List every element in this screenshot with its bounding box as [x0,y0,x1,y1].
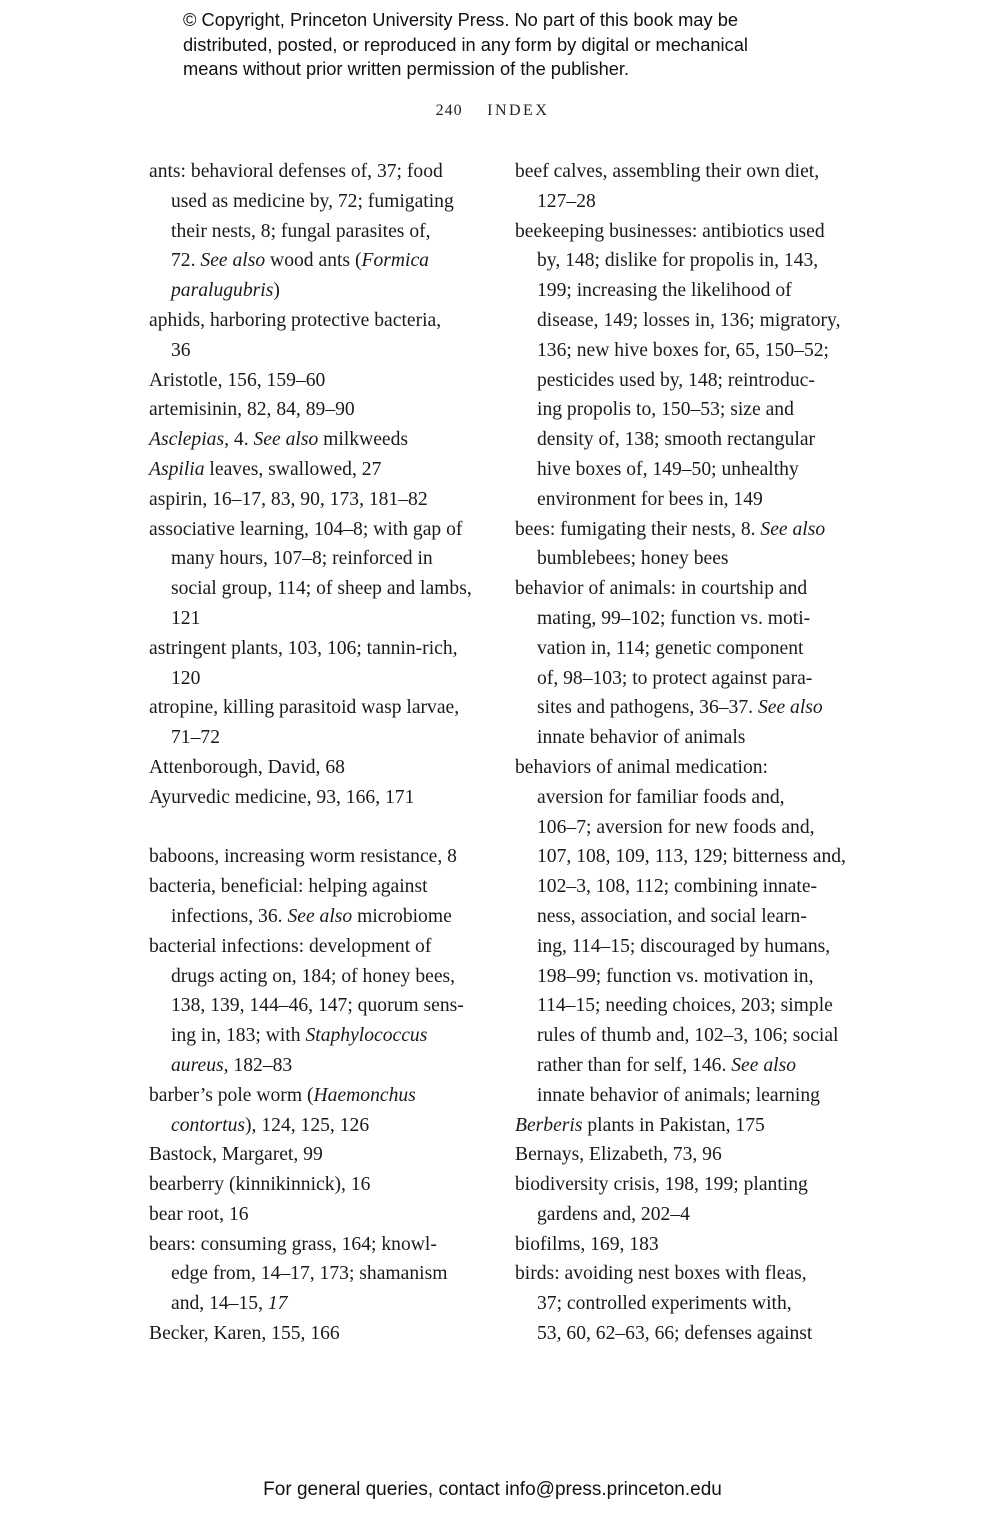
entry-continuation-line [515,664,860,694]
entry-continuation-line [149,544,494,574]
entry-text: Becker, Karen, 155, 166 [149,1323,340,1345]
entry-text: edge from, 14–17, 173; shamanism [171,1263,448,1285]
entry-text: 37; controlled experiments with, [537,1293,792,1315]
italic-text: Asclepias [149,429,225,451]
entry-text: baboons, increasing worm resistance, 8 [149,846,457,868]
index-entry [515,753,860,1111]
entry-headword-line [149,634,494,664]
entry-text: Bernays, Elizabeth, 73, 96 [515,1144,722,1166]
entry-text: 136; new hive boxes for, 65, 150–52; [537,339,829,361]
entry-continuation-line [515,693,860,723]
index-entry [149,1200,494,1230]
copyright-line: means without prior written permission of the publisher. [183,58,630,79]
entry-continuation-line [149,1111,494,1141]
entry-continuation-line [149,991,494,1021]
entry-headword-line [149,872,494,902]
entry-continuation-line [515,544,860,574]
entry-continuation-line [515,425,860,455]
entry-continuation-line [515,455,860,485]
index-entry [149,753,494,783]
entry-text: 36 [171,339,191,361]
italic-text: Haemonchus [313,1084,416,1106]
entry-text: beekeeping businesses: antibiotics used [515,220,825,242]
entry-headword-line [149,157,494,187]
entry-continuation-line [515,902,860,932]
italic-text: Berberis [515,1114,583,1136]
entry-continuation-line [515,366,860,396]
entry-text: drugs acting on, 184; of honey bees, [171,965,456,987]
entry-continuation-line [149,1021,494,1051]
entry-continuation-line [515,783,860,813]
entry-continuation-line [515,336,860,366]
entry-text: microbiome [352,905,452,927]
entry-continuation-line [515,872,860,902]
entry-text: Attenborough, David, 68 [149,756,345,778]
index-column-left [149,157,494,1349]
entry-text: innate behavior of animals [537,727,746,749]
entry-text: 198–99; function vs. motivation in, [537,965,814,987]
italic-text: See also [200,250,266,272]
entry-headword-line [515,753,860,783]
index-entry [149,1140,494,1170]
index-entry [149,693,494,753]
index-entry [515,1170,860,1230]
entry-continuation-line [515,1051,860,1081]
entry-text: vation in, 114; genetic component [537,637,804,659]
entry-headword-line [515,217,860,247]
entry-text: birds: avoiding nest boxes with fleas, [515,1263,807,1285]
entry-continuation-line [515,1081,860,1111]
entry-text: wood ants ( [265,250,362,272]
entry-continuation-line [515,1319,860,1349]
entry-text: social group, 114; of sheep and lambs, [171,578,472,600]
entry-continuation-line [515,723,860,753]
entry-text: aspirin, 16–17, 83, 90, 173, 181–82 [149,488,428,510]
entry-text: 106–7; aversion for new foods and, [537,816,815,838]
entry-text: their nests, 8; fungal parasites of, [171,220,431,242]
index-entry [149,395,494,425]
entry-text: aphids, harboring protective bacteria, [149,309,442,331]
entry-text: ing in, 183; with [171,1025,306,1047]
italic-text: paralugubris [171,280,274,302]
entry-text: sites and pathogens, 36–37. [537,697,758,719]
entry-headword-line [149,1319,494,1349]
entry-continuation-line [515,306,860,336]
entry-text: astringent plants, 103, 106; tannin-rich, [149,637,458,659]
index-entry [149,634,494,694]
entry-headword-line [149,932,494,962]
entry-continuation-line [149,1051,494,1081]
entry-headword-line [149,1170,494,1200]
entry-headword-line [515,1259,860,1289]
entry-text: gardens and, 202–4 [537,1203,690,1225]
entry-continuation-line [515,1200,860,1230]
index-entry [149,872,494,932]
index-entry [515,157,860,217]
entry-text: hive boxes of, 149–50; unhealthy [537,458,799,480]
entry-headword-line [149,1200,494,1230]
entry-continuation-line [515,604,860,634]
entry-continuation-line [149,336,494,366]
copyright-line: © Copyright, Princeton University Press. No part of this book may be [183,9,739,30]
entry-continuation-line [515,276,860,306]
copyright-notice [183,8,883,82]
entry-text: biodiversity crisis, 198, 199; planting [515,1174,808,1196]
entry-continuation-line [515,962,860,992]
entry-continuation-line [515,1289,860,1319]
entry-text: mating, 99–102; function vs. moti- [537,607,811,629]
entry-text: bears: consuming grass, 164; knowl- [149,1233,437,1255]
entry-headword-line [149,306,494,336]
index-entry [149,842,494,872]
entry-continuation-line [515,485,860,515]
entry-text: Aristotle, 156, 159–60 [149,369,326,391]
index-entry [149,157,494,306]
italic-text: aureus [171,1054,224,1076]
entry-text: many hours, 107–8; reinforced in [171,548,433,570]
entry-headword-line [515,515,860,545]
italic-text: Staphylococcus [305,1025,428,1047]
entry-text: 127–28 [537,190,596,212]
section-title: INDEX [487,102,550,119]
entry-continuation-line [515,1021,860,1051]
index-entry [515,1140,860,1170]
entry-text: leaves, swallowed, 27 [204,458,382,480]
entry-headword-line [515,1111,860,1141]
italic-text: See also [253,429,319,451]
index-entry [149,515,494,634]
entry-text: by, 148; dislike for propolis in, 143, [537,250,819,272]
entry-headword-line [149,455,494,485]
index-entry [515,1259,860,1348]
index-column-right [515,157,860,1349]
entry-text: Bastock, Margaret, 99 [149,1144,323,1166]
entry-text: density of, 138; smooth rectangular [537,429,816,451]
entry-text: ants: behavioral defenses of, 37; food [149,161,443,182]
entry-text: bear root, 16 [149,1203,249,1225]
entry-headword-line [149,515,494,545]
entry-text: 72. [171,250,201,272]
entry-continuation-line [515,634,860,664]
entry-text: 120 [171,667,201,689]
italic-text: See also [760,518,826,540]
entry-text: ness, association, and social learn- [537,905,807,927]
italic-text: See also [731,1054,797,1076]
entry-text: bacteria, beneficial: helping against [149,876,428,898]
entry-text: 53, 60, 62–63, 66; defenses against [537,1323,813,1345]
entry-continuation-line [149,1259,494,1289]
entry-headword-line [149,1230,494,1260]
entry-text: 71–72 [171,727,220,749]
entry-text: disease, 149; losses in, 136; migratory, [537,309,841,331]
entry-text: behavior of animals: in courtship and [515,578,808,600]
entry-headword-line [149,395,494,425]
footer-contact: For general queries, contact info@press.princeton.edu [263,1479,722,1500]
entry-headword-line [149,425,494,455]
entry-headword-line [149,485,494,515]
entry-text: infections, 36. [171,905,288,927]
entry-continuation-line [515,991,860,1021]
italic-text: Aspilia [149,458,205,480]
entry-continuation-line [149,902,494,932]
entry-continuation-line [515,813,860,843]
entry-text: biofilms, 169, 183 [515,1233,659,1255]
entry-text: Ayurvedic medicine, 93, 166, 171 [149,786,415,808]
entry-continuation-line [149,723,494,753]
index-entry [149,1319,494,1349]
entry-text: 199; increasing the likelihood of [537,280,792,302]
index-entry [149,425,494,455]
letter-group-spacer [149,813,494,843]
index-entry [515,1111,860,1141]
entry-text: milkweeds [318,429,409,451]
entry-text: , 182–83 [223,1054,293,1076]
index-entry [149,485,494,515]
entry-text: used as medicine by, 72; fumigating [171,190,454,212]
index-entry [149,783,494,813]
entry-text: associative learning, 104–8; with gap of [149,518,463,540]
entry-continuation-line [149,962,494,992]
entry-headword-line [149,1081,494,1111]
entry-text: bacterial infections: development of [149,935,432,957]
entry-continuation-line [515,395,860,425]
entry-text: atropine, killing parasitoid wasp larvae, [149,697,460,719]
index-entry [149,306,494,366]
index-entry [149,1170,494,1200]
entry-headword-line [149,693,494,723]
italic-text: Formica [361,250,429,272]
index-entry [149,1230,494,1319]
entry-continuation-line [149,1289,494,1319]
entry-continuation-line [515,932,860,962]
entry-headword-line [149,366,494,396]
entry-text: 107, 108, 109, 113, 129; bitterness and, [537,846,846,868]
index-entry [515,515,860,575]
entry-headword-line [149,842,494,872]
entry-text: barber’s pole worm ( [149,1084,314,1106]
entry-continuation-line [149,187,494,217]
entry-text: behaviors of animal medication: [515,756,769,778]
entry-text: bumblebees; honey bees [537,548,729,570]
italic-text: contortus [171,1114,246,1136]
entry-text: bearberry (kinnikinnick), 16 [149,1174,371,1196]
index-entry [515,574,860,753]
entry-text: environment for bees in, 149 [537,488,763,510]
entry-headword-line [515,1230,860,1260]
entry-headword-line [515,157,860,187]
entry-continuation-line [515,842,860,872]
italic-text: See also [757,697,823,719]
entry-continuation-line [149,246,494,276]
entry-text: rules of thumb and, 102–3, 106; social [537,1025,839,1047]
entry-continuation-line [515,187,860,217]
entry-text: , 4. [224,429,254,451]
index-entry [149,455,494,485]
index-entry [149,366,494,396]
entry-continuation-line [149,276,494,306]
entry-text: of, 98–103; to protect against para- [537,667,813,689]
entry-text: innate behavior of animals; learning [537,1084,820,1106]
entry-text: ), 124, 125, 126 [245,1114,370,1136]
entry-continuation-line [515,246,860,276]
entry-text: 114–15; needing choices, 203; simple [537,995,833,1017]
entry-headword-line [149,1140,494,1170]
italic-text: See also [287,905,353,927]
entry-text: plants in Pakistan, 175 [582,1114,765,1136]
entry-headword-line [515,1140,860,1170]
entry-text: ) [273,280,280,302]
entry-headword-line [149,753,494,783]
entry-text: 121 [171,607,201,629]
index-entry [515,217,860,515]
entry-headword-line [149,783,494,813]
entry-text: 138, 139, 144–46, 147; quorum sens- [171,995,464,1017]
italic-text: 17 [267,1293,288,1315]
page-number: 240 [435,102,463,119]
entry-text: and, 14–15, [171,1293,268,1315]
entry-text: ing propolis to, 150–53; size and [537,399,794,421]
index-entry [149,1081,494,1141]
entry-headword-line [515,1170,860,1200]
entry-continuation-line [149,217,494,247]
running-head [0,102,985,120]
entry-text: pesticides used by, 148; reintroduc- [537,369,815,391]
entry-headword-line [515,574,860,604]
entry-text: ing, 114–15; discouraged by humans, [537,935,831,957]
entry-continuation-line [149,574,494,604]
entry-text: aversion for familiar foods and, [537,786,785,808]
entry-text: rather than for self, 146. [537,1054,732,1076]
copyright-line: distributed, posted, or reproduced in any form by digital or mechanical [183,33,748,55]
index-entry [149,932,494,1081]
entry-text: bees: fumigating their nests, 8. [515,518,761,540]
entry-text: 102–3, 108, 112; combining innate- [537,876,818,898]
entry-text: beef calves, assembling their own diet, [515,161,820,182]
entry-text: artemisinin, 82, 84, 89–90 [149,399,355,421]
index-entry [515,1230,860,1260]
entry-continuation-line [149,664,494,694]
entry-continuation-line [149,604,494,634]
